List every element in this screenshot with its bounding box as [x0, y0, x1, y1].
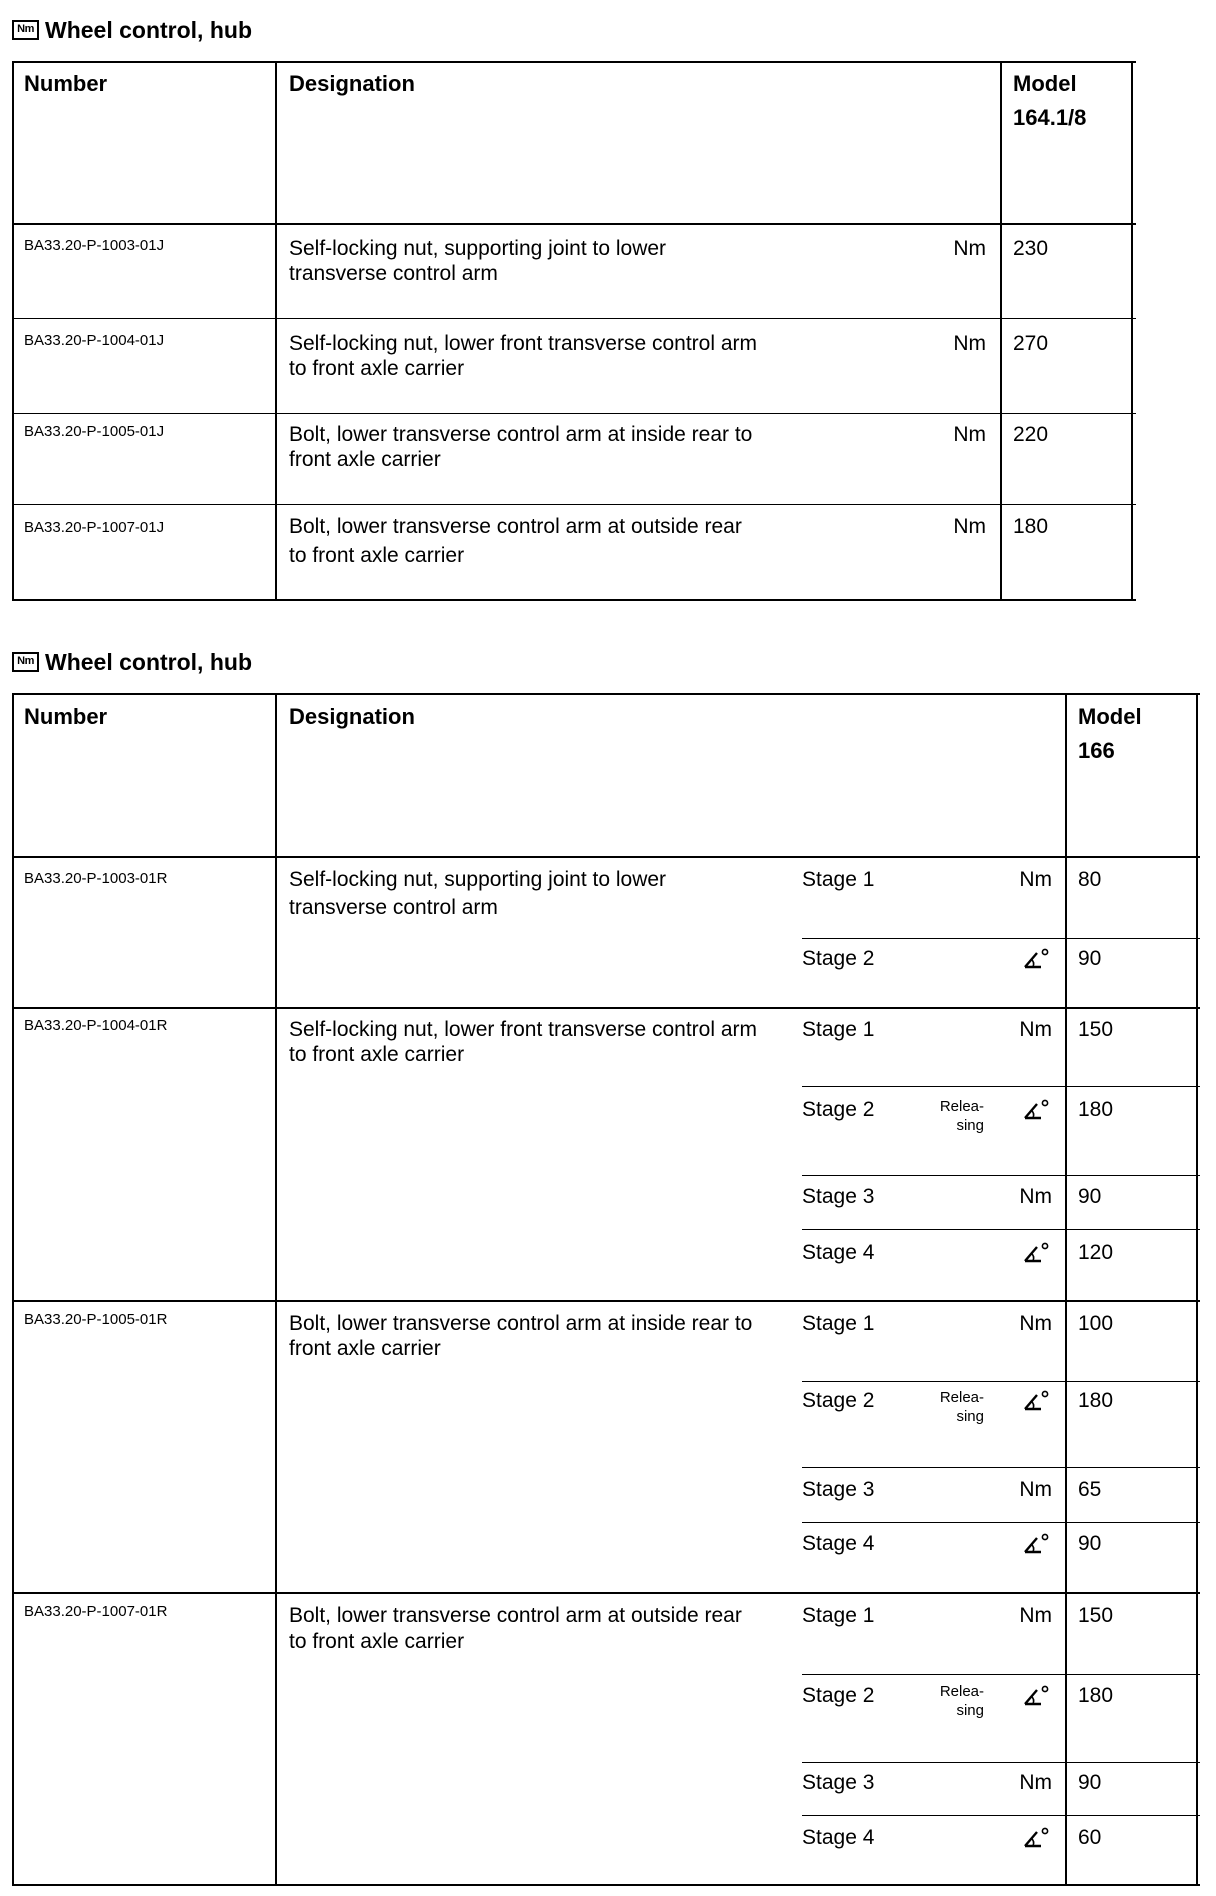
t1-row-number: BA33.20-P-1004-01J: [24, 332, 165, 349]
t2-header-number: Number: [24, 704, 108, 729]
t2-row-designation: front axle carrier: [289, 1337, 441, 1360]
t2-stage-divider: [802, 1467, 1200, 1468]
t1-border-top: [12, 61, 1136, 63]
t2-row-designation: Bolt, lower transverse control arm at outside rear: [289, 1604, 742, 1627]
stage-value: 80: [1078, 868, 1102, 891]
t1-header-designation: Designation: [289, 71, 415, 96]
t1-row-designation: to front axle carrier: [289, 357, 465, 380]
stage-value: 90: [1078, 1185, 1102, 1208]
stage-value: 120: [1078, 1241, 1114, 1264]
t2-row-designation: to front axle carrier: [289, 1043, 465, 1066]
stage-label: Stage 1: [802, 868, 875, 891]
t1-row-value: 230: [1013, 237, 1049, 260]
stage-label: Stage 4: [802, 1241, 875, 1264]
t1-row-number: BA33.20-P-1003-01J: [24, 237, 165, 254]
t1-row-divider: [12, 413, 1136, 414]
releasing-note: sing: [956, 1702, 984, 1719]
t2-row-number: BA33.20-P-1007-01R: [24, 1603, 168, 1620]
stage-label: Stage 4: [802, 1826, 875, 1849]
angle-degree-icon: [1022, 1531, 1052, 1557]
t2-row-number: BA33.20-P-1003-01R: [24, 870, 168, 887]
t1-row-unit: Nm: [953, 237, 986, 260]
t2-row-number: BA33.20-P-1005-01R: [24, 1311, 168, 1328]
t2-col-divider: [275, 693, 277, 1886]
t1-col-divider: [275, 61, 277, 601]
t2-col-divider: [1065, 693, 1067, 1886]
t2-stage-divider: [802, 1086, 1200, 1087]
t1-row-divider: [12, 318, 1136, 319]
t2-row-designation: Self-locking nut, supporting joint to lower: [289, 868, 667, 891]
angle-degree-icon: [1022, 1097, 1052, 1123]
table1-title: [12, 14, 252, 46]
t1-row-designation: Bolt, lower transverse control arm at outside rear: [289, 515, 742, 538]
stage-value: 90: [1078, 1532, 1102, 1555]
t1-row-unit: Nm: [953, 423, 986, 446]
t2-header-model: Model: [1078, 704, 1142, 729]
t2-row-number: BA33.20-P-1004-01R: [24, 1017, 168, 1034]
t2-row-designation: Bolt, lower transverse control arm at inside rear to: [289, 1312, 753, 1335]
t1-border-bottom: [12, 599, 1136, 601]
stage-value: 150: [1078, 1604, 1114, 1627]
t1-row-divider: [12, 504, 1136, 505]
t1-row-value: 270: [1013, 332, 1049, 355]
t1-row-designation: Self-locking nut, lower front transverse control arm: [289, 332, 758, 355]
t1-row-value: 220: [1013, 423, 1049, 446]
angle-degree-icon: [1022, 1388, 1052, 1414]
t1-header-divider: [12, 223, 1136, 225]
stage-label: Stage 1: [802, 1018, 875, 1041]
t1-border-left: [12, 61, 14, 601]
t2-border-bottom: [12, 1884, 1200, 1886]
table1-title-text: Wheel control, hub: [45, 16, 252, 43]
t2-stage-divider: [802, 938, 1200, 939]
t2-border-top: [12, 693, 1200, 695]
stage-unit: Nm: [1019, 1478, 1052, 1501]
t2-stage-divider: [802, 1175, 1200, 1176]
t2-row-designation: Self-locking nut, lower front transverse control arm: [289, 1018, 758, 1041]
stage-value: 180: [1078, 1684, 1114, 1707]
t1-col-divider: [1000, 61, 1002, 601]
torque-nm-icon: Nm: [12, 20, 39, 40]
stage-label: Stage 2: [802, 1389, 875, 1412]
t2-stage-divider: [802, 1815, 1200, 1816]
stage-value: 150: [1078, 1018, 1114, 1041]
torque-nm-icon: Nm: [12, 652, 39, 672]
t2-border-left: [12, 693, 14, 1886]
t2-row-divider: [12, 1592, 1200, 1594]
stage-value: 180: [1078, 1098, 1114, 1121]
stage-label: Stage 2: [802, 1098, 875, 1121]
stage-unit: Nm: [1019, 1604, 1052, 1627]
releasing-note: Relea-: [939, 1389, 984, 1406]
stage-label: Stage 4: [802, 1532, 875, 1555]
angle-degree-icon: [1022, 1825, 1052, 1851]
t1-header-model-number: 164.1/8: [1013, 105, 1087, 130]
t2-row-divider: [12, 1300, 1200, 1302]
stage-value: 90: [1078, 1771, 1102, 1794]
t1-row-designation: Self-locking nut, supporting joint to lower: [289, 237, 667, 260]
t2-border-right: [1196, 693, 1198, 1886]
t2-stage-divider: [802, 1762, 1200, 1763]
t1-border-right: [1131, 61, 1133, 601]
t2-stage-divider: [802, 1674, 1200, 1675]
t1-row-unit: Nm: [953, 332, 986, 355]
t1-row-number: BA33.20-P-1005-01J: [24, 423, 165, 440]
stage-unit: Nm: [1019, 1312, 1052, 1335]
t2-stage-divider: [802, 1229, 1200, 1230]
t2-header-designation: Designation: [289, 704, 415, 729]
t2-row-designation: to front axle carrier: [289, 1630, 465, 1653]
t2-stage-divider: [802, 1522, 1200, 1523]
stage-value: 180: [1078, 1389, 1114, 1412]
stage-value: 90: [1078, 947, 1102, 970]
t1-header-model: Model: [1013, 71, 1077, 96]
table2-title-text: Wheel control, hub: [45, 648, 252, 675]
angle-degree-icon: [1022, 1683, 1052, 1709]
t2-stage-divider: [802, 1381, 1200, 1382]
stage-label: Stage 3: [802, 1771, 875, 1794]
t2-row-divider: [12, 1007, 1200, 1009]
t1-row-designation: to front axle carrier: [289, 544, 465, 567]
t1-row-designation: front axle carrier: [289, 448, 441, 471]
stage-label: Stage 3: [802, 1185, 875, 1208]
stage-value: 65: [1078, 1478, 1102, 1501]
stage-label: Stage 2: [802, 1684, 875, 1707]
t1-row-number: BA33.20-P-1007-01J: [24, 519, 165, 536]
stage-unit: Nm: [1019, 1018, 1052, 1041]
t1-header-number: Number: [24, 71, 108, 96]
stage-unit: Nm: [1019, 1771, 1052, 1794]
stage-label: Stage 2: [802, 947, 875, 970]
releasing-note: Relea-: [939, 1098, 984, 1115]
stage-label: Stage 1: [802, 1604, 875, 1627]
stage-label: Stage 3: [802, 1478, 875, 1501]
t1-row-designation: Bolt, lower transverse control arm at inside rear to: [289, 423, 753, 446]
t1-row-designation: transverse control arm: [289, 262, 498, 285]
releasing-note: sing: [956, 1408, 984, 1425]
stage-value: 100: [1078, 1312, 1114, 1335]
t2-header-model-number: 166: [1078, 738, 1115, 763]
t2-row-designation: transverse control arm: [289, 896, 498, 919]
angle-degree-icon: [1022, 1240, 1052, 1266]
t1-row-value: 180: [1013, 515, 1049, 538]
t2-header-divider: [12, 856, 1200, 858]
table2-title: [12, 646, 252, 678]
stage-unit: Nm: [1019, 868, 1052, 891]
stage-value: 60: [1078, 1826, 1102, 1849]
stage-unit: Nm: [1019, 1185, 1052, 1208]
releasing-note: sing: [956, 1117, 984, 1134]
angle-degree-icon: [1022, 946, 1052, 972]
stage-label: Stage 1: [802, 1312, 875, 1335]
t1-row-unit: Nm: [953, 515, 986, 538]
releasing-note: Relea-: [939, 1683, 984, 1700]
